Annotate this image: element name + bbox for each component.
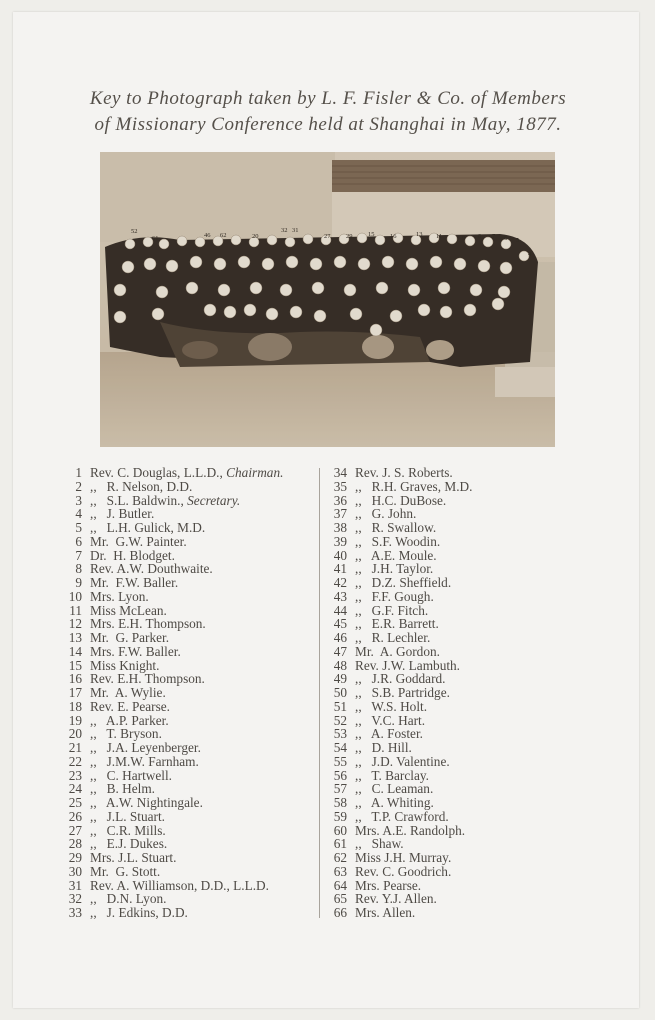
member-entry: [64, 755, 326, 769]
member-number: 26: [68, 808, 82, 824]
member-list-right: [330, 466, 550, 920]
member-entry: [64, 741, 326, 755]
member-name: Rev. J. S. Roberts.: [355, 465, 453, 480]
member-number: 63: [333, 863, 347, 879]
member-name: ,, J.M.W. Farnham.: [90, 753, 199, 769]
member-name: ,, R.H. Graves, M.D.: [355, 478, 473, 494]
member-name: ,, J.D. Valentine.: [355, 753, 450, 769]
svg-text:16: 16: [390, 233, 397, 240]
member-role-note: Secretary.: [183, 492, 241, 508]
member-number: 1: [75, 465, 82, 480]
member-entry: [330, 494, 550, 508]
document-title: [60, 86, 596, 138]
member-name: Mr. A. Gordon.: [355, 643, 440, 659]
member-number: 54: [333, 740, 347, 755]
member-number: 18: [68, 698, 82, 714]
member-number: 2: [75, 478, 82, 494]
member-entry: [330, 810, 550, 824]
member-entry: [330, 466, 550, 480]
member-number: 5: [75, 520, 82, 535]
member-name: ,, T.P. Crawford.: [355, 808, 449, 824]
member-entry: [64, 851, 326, 865]
member-number: 64: [333, 877, 347, 893]
member-number: 65: [333, 891, 347, 907]
member-name: Mr. G. Parker.: [90, 630, 170, 645]
member-number: 15: [68, 657, 82, 673]
member-number: 47: [333, 643, 347, 659]
member-entry: [330, 892, 550, 906]
member-number: 16: [68, 671, 82, 687]
member-name: ,, A.W. Nightingale.: [90, 795, 203, 810]
member-name: ,, A.P. Parker.: [90, 712, 169, 728]
title-line-1: Key to Photograph taken by L. F. Fisler & Co. of Members: [89, 88, 567, 109]
member-entry: [64, 810, 326, 824]
svg-text:52: 52: [131, 228, 138, 235]
svg-text:11: 11: [436, 233, 443, 240]
member-name: ,, J.L. Stuart.: [90, 808, 165, 824]
member-entry: [64, 590, 326, 604]
member-name: Rev. A.W. Douthwaite.: [90, 561, 213, 577]
svg-text:7: 7: [492, 233, 496, 240]
member-number: 57: [333, 781, 347, 797]
member-entry: [330, 714, 550, 728]
member-number: 3: [75, 492, 82, 508]
member-name: ,, T. Bryson.: [90, 726, 162, 742]
member-entry: [64, 480, 326, 494]
member-name: ,, G. John.: [355, 506, 417, 522]
member-name: Miss J.H. Murray.: [355, 850, 452, 865]
member-entry: [330, 507, 550, 521]
svg-text:5: 5: [516, 237, 520, 244]
photograph-image: [100, 152, 555, 447]
member-name: Mrs. Allen.: [355, 905, 416, 920]
member-entry: [330, 769, 550, 783]
member-entry: [330, 837, 550, 851]
member-number: 56: [333, 767, 347, 783]
group-photograph: [100, 152, 555, 447]
member-entry: [64, 466, 326, 480]
member-number: 20: [68, 726, 82, 742]
member-number: 51: [333, 698, 347, 714]
member-name: ,, J. Edkins, D.D.: [90, 905, 188, 920]
member-number: 21: [68, 740, 82, 755]
member-entry: [64, 837, 326, 851]
member-number: 36: [333, 492, 347, 508]
member-number: 8: [75, 561, 82, 577]
member-number: 9: [75, 575, 82, 590]
member-entry: [330, 672, 550, 686]
member-entry: [330, 604, 550, 618]
member-number: 11: [69, 602, 82, 618]
member-entry: [64, 824, 326, 838]
member-name: Rev. E.H. Thompson.: [90, 671, 205, 687]
member-name: ,, S.F. Woodin.: [355, 533, 441, 549]
member-entry: [330, 549, 550, 563]
member-number: 40: [333, 547, 347, 563]
member-name: Dr. H. Blodget.: [90, 547, 175, 563]
member-name: Rev. C. Goodrich.: [355, 863, 452, 879]
member-entry: [64, 892, 326, 906]
member-number: 43: [333, 588, 347, 604]
member-name: Mr. A. Wylie.: [90, 685, 166, 700]
member-entry: [330, 906, 550, 920]
member-number: 46: [333, 630, 347, 645]
member-list-left: [64, 466, 326, 920]
member-name: ,, C. Hartwell.: [90, 767, 172, 783]
member-name: Rev. A. Williamson, D.D., L.L.D.: [90, 877, 269, 893]
member-number: 66: [333, 905, 347, 920]
member-entry: [64, 576, 326, 590]
member-name: ,, J.R. Goddard.: [355, 671, 446, 687]
member-entry: [330, 521, 550, 535]
member-number: 33: [68, 905, 82, 920]
member-number: 62: [333, 850, 347, 865]
member-entry: [64, 494, 326, 508]
member-name: Mrs. A.E. Randolph.: [355, 822, 466, 838]
member-name: ,, G.F. Fitch.: [355, 602, 429, 618]
member-entry: [64, 879, 326, 893]
member-name: Rev. Y.J. Allen.: [355, 891, 437, 907]
member-role-note: Chairman.: [222, 465, 284, 480]
member-name: Mr. F.W. Baller.: [90, 575, 179, 590]
member-number: 45: [333, 616, 347, 632]
member-number: 28: [68, 836, 82, 852]
member-number: 58: [333, 795, 347, 810]
svg-text:13: 13: [416, 231, 423, 238]
member-entry: [330, 617, 550, 631]
member-entry: [330, 824, 550, 838]
member-number: 23: [68, 767, 82, 783]
member-name: Rev. E. Pearse.: [90, 698, 171, 714]
member-entry: [330, 535, 550, 549]
svg-text:6: 6: [504, 235, 508, 242]
member-number: 34: [333, 465, 347, 480]
member-number: 13: [68, 630, 82, 645]
member-name: Miss McLean.: [90, 602, 167, 618]
member-entry: [330, 700, 550, 714]
member-name: ,, V.C. Hart.: [355, 712, 426, 728]
member-number: 10: [68, 588, 82, 604]
member-name: ,, W.S. Holt.: [355, 698, 428, 714]
member-name: ,, L.H. Gulick, M.D.: [90, 520, 206, 535]
svg-text:20: 20: [252, 233, 259, 240]
member-entry: [64, 549, 326, 563]
member-name: ,, C.R. Mills.: [90, 822, 166, 838]
member-number: 38: [333, 520, 347, 535]
member-name: Mrs. J.L. Stuart.: [90, 850, 177, 865]
member-entry: [330, 755, 550, 769]
member-entry: [64, 562, 326, 576]
member-entry: [330, 851, 550, 865]
member-number: 50: [333, 685, 347, 700]
member-entry: [64, 727, 326, 741]
member-name: ,, R. Swallow.: [355, 520, 437, 535]
svg-text:4: 4: [528, 251, 532, 258]
svg-text:31: 31: [292, 227, 299, 234]
member-entry: [330, 782, 550, 796]
member-entry: [330, 631, 550, 645]
member-number: 17: [68, 685, 82, 700]
member-number: 25: [68, 795, 82, 810]
member-entry: [330, 686, 550, 700]
member-name: Mrs. Pearse.: [355, 877, 422, 893]
member-entry: [330, 576, 550, 590]
member-number: 60: [333, 822, 347, 838]
member-entry: [64, 782, 326, 796]
member-number: 55: [333, 753, 347, 769]
member-entry: [64, 865, 326, 879]
member-number: 49: [333, 671, 347, 687]
member-number: 30: [68, 863, 82, 879]
svg-text:27: 27: [324, 233, 331, 240]
member-name: Mr. G.W. Painter.: [90, 533, 187, 549]
member-entry: [64, 535, 326, 549]
member-number: 7: [75, 547, 82, 563]
member-number: 59: [333, 808, 347, 824]
member-name: ,, Shaw.: [355, 836, 404, 852]
member-name: Miss Knight.: [90, 657, 160, 673]
member-name: ,, E.J. Dukes.: [90, 836, 168, 852]
member-number: 24: [68, 781, 82, 797]
member-entry: [330, 562, 550, 576]
member-entry: [64, 906, 326, 920]
member-name: ,, H.C. DuBose.: [355, 492, 447, 508]
member-number: 39: [333, 533, 347, 549]
member-number: 4: [75, 506, 82, 522]
member-number: 48: [333, 657, 347, 673]
member-entry: [64, 672, 326, 686]
member-name: Mrs. Lyon.: [90, 588, 149, 604]
member-number: 31: [68, 877, 82, 893]
member-name: ,, R. Lechler.: [355, 630, 431, 645]
member-name: Mrs. F.W. Baller.: [90, 643, 181, 659]
member-name: ,, D.N. Lyon.: [90, 891, 167, 907]
member-entry: [64, 631, 326, 645]
member-number: 41: [333, 561, 347, 577]
svg-text:61: 61: [152, 235, 159, 242]
member-number: 44: [333, 602, 347, 618]
svg-text:46: 46: [204, 232, 211, 239]
member-number: 14: [68, 643, 82, 659]
member-number: 52: [333, 712, 347, 728]
member-name: ,, A. Foster.: [355, 726, 423, 742]
member-entry: [64, 645, 326, 659]
member-name: ,, A.E. Moule.: [355, 547, 437, 563]
svg-text:15: 15: [368, 231, 375, 238]
member-entry: [330, 590, 550, 604]
member-entry: [64, 659, 326, 673]
member-name: ,, S.L. Baldwin.,: [90, 492, 184, 508]
member-entry: [330, 879, 550, 893]
member-name: ,, S.B. Partridge.: [355, 685, 450, 700]
member-entry: [330, 480, 550, 494]
member-name: ,, J. Butler.: [90, 506, 155, 522]
svg-text:32: 32: [281, 227, 288, 234]
member-name: ,, D.Z. Sheffield.: [355, 575, 452, 590]
member-number: 32: [68, 891, 82, 907]
member-name: ,, B. Helm.: [90, 781, 156, 797]
member-name: ,, A. Whiting.: [355, 795, 434, 810]
member-number: 12: [68, 616, 82, 632]
member-number: 19: [68, 712, 82, 728]
member-entry: [64, 714, 326, 728]
member-entry: [64, 686, 326, 700]
member-number: 22: [68, 753, 82, 769]
member-number: 29: [68, 850, 82, 865]
member-entry: [64, 521, 326, 535]
member-entry: [330, 727, 550, 741]
member-entry: [330, 796, 550, 810]
member-entry: [64, 604, 326, 618]
member-name: ,, E.R. Barrett.: [355, 616, 439, 632]
svg-text:9: 9: [462, 235, 466, 242]
member-number: 53: [333, 726, 347, 742]
svg-text:29: 29: [346, 233, 353, 240]
member-number: 6: [75, 533, 82, 549]
member-name: ,, R. Nelson, D.D.: [90, 478, 193, 494]
member-entry: [330, 659, 550, 673]
member-entry: [64, 617, 326, 631]
member-name: Rev. J.W. Lambuth.: [355, 657, 461, 673]
svg-text:8: 8: [478, 233, 482, 240]
member-entry: [330, 741, 550, 755]
member-name: Rev. C. Douglas, L.L.D.,: [90, 465, 223, 480]
title-line-2: of Missionary Conference held at Shanghai in May, 1877.: [94, 114, 562, 135]
member-entry: [330, 645, 550, 659]
member-name: ,, J.H. Taylor.: [355, 561, 434, 577]
member-name: Mr. G. Stott.: [90, 863, 161, 879]
member-name: ,, T. Barclay.: [355, 767, 429, 783]
member-name: ,, D. Hill.: [355, 740, 412, 755]
member-name: ,, J.A. Leyenberger.: [90, 740, 201, 755]
member-number: 61: [333, 836, 347, 852]
svg-text:62: 62: [220, 232, 227, 239]
member-number: 42: [333, 575, 347, 590]
member-entry: [64, 769, 326, 783]
member-number: 35: [333, 478, 347, 494]
member-number: 27: [68, 822, 82, 838]
member-number: 37: [333, 506, 347, 522]
member-entry: [64, 507, 326, 521]
member-name: Mrs. E.H. Thompson.: [90, 616, 206, 632]
member-name: ,, C. Leaman.: [355, 781, 434, 797]
member-entry: [330, 865, 550, 879]
member-entry: [64, 700, 326, 714]
member-entry: [64, 796, 326, 810]
member-name: ,, F.F. Gough.: [355, 588, 434, 604]
